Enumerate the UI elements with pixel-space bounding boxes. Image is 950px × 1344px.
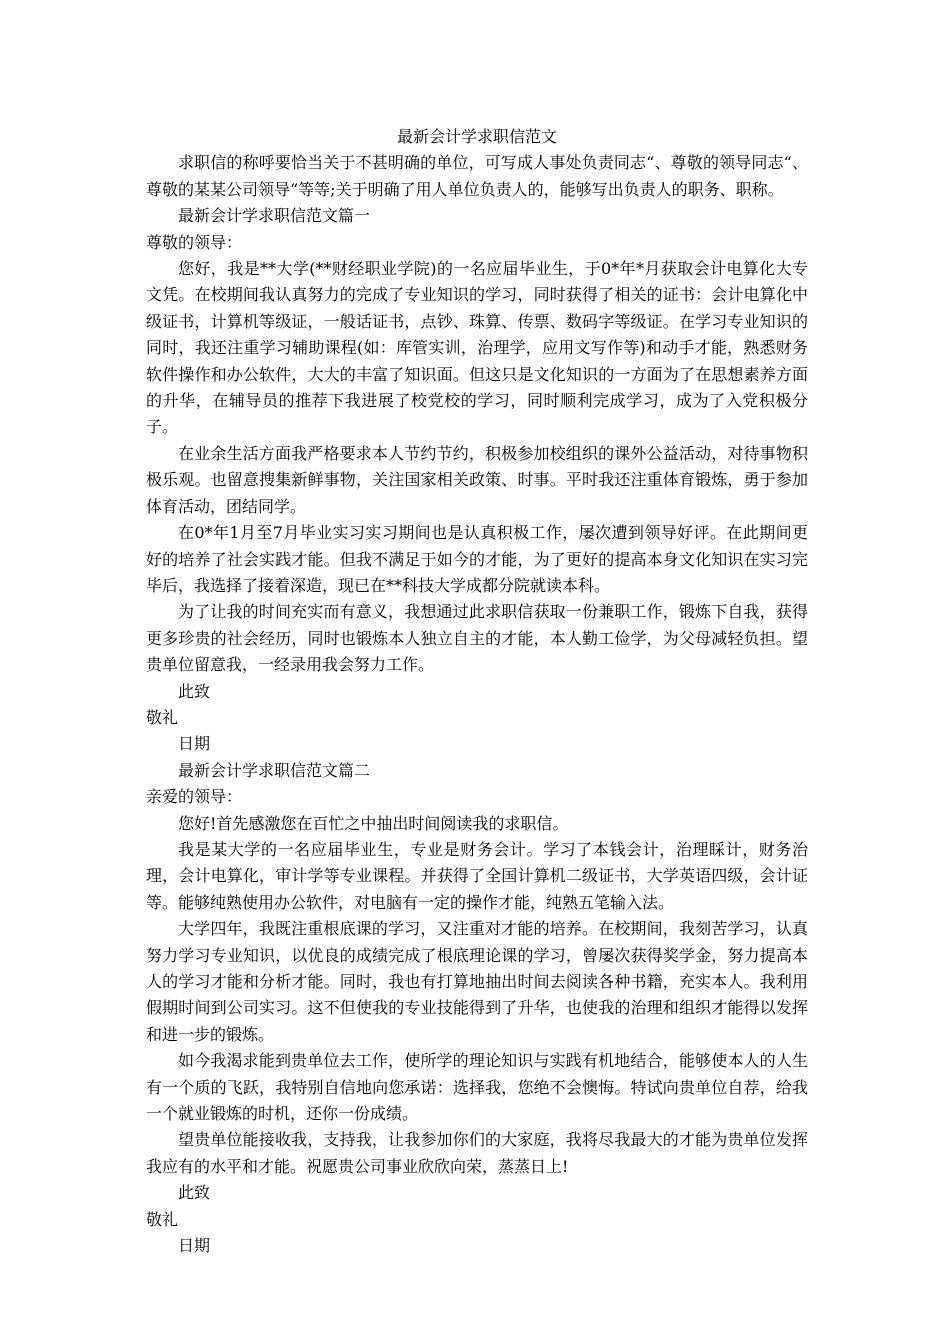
- letter1-paragraph: 您好，我是**大学(**财经职业学院)的一名应届毕业生，于0*年*月获取会计电算化大专文凭。在校期间我认真努力的完成了专业知识的学习，同时获得了相关的证书：会计电算化中级证书，计算机等级证，一般话证书，点钞、珠算、传票、数码字等级证。在学习专业知识的同时，我还注重学习辅助课程(如：库管实训，治理学，应用文写作等)和动手才能，熟悉财务软件操作和办公软件，大大的丰富了知识面。但这只是文化知识的一方面为了在思想素养方面的升华，在辅导员的推荐下我进展了校党校的学习，同时顺利完成学习，成为了入党积极分子。: [146, 259, 808, 437]
- letter2-date: 日期: [178, 1236, 211, 1256]
- letter1-date: 日期: [178, 734, 211, 754]
- letter1-closing-cizhi: 此致: [178, 681, 211, 701]
- letter2-paragraph: 我是某大学的一名应届毕业生，专业是财务会计。学习了本钱会计，治理睬计，财务治理，会计电算化，审计学等专业课程。并获得了全国计算机二级证书，大学英语四级，会计证等。能够纯熟使用办公软件，对电脑有一定的操作才能，纯熟五笔输入法。: [146, 839, 808, 912]
- letter2-heading: 最新会计学求职信范文篇二: [178, 760, 371, 780]
- document-title: 最新会计学求职信范文: [396, 127, 557, 146]
- letter2-paragraph: 您好!首先感激您在百忙之中抽出时间阅读我的求职信。: [178, 813, 569, 833]
- letter2-closing-jingli: 敬礼: [146, 1209, 179, 1229]
- letter2-paragraph: 大学四年，我既注重根底课的学习，又注重对才能的培养。在校期间，我刻苦学习，认真努力学习专业知识，以优良的成绩完成了根底理论课的学习，曾屡次获得奖学金，努力提高本人的学习才能和分析才能。同时，我也有打算地抽出时间去阅读各种书籍，充实本人。我利用假期时间到公司实习。这不但使我的专业技能得到了升华，也使我的治理和组织才能得以发挥和进一步的锻炼。: [146, 919, 808, 1044]
- letter2-closing-cizhi: 此致: [178, 1183, 211, 1203]
- intro-paragraph: 求职信的称呼要恰当关于不甚明确的单位，可写成人事处负责同志“、尊敬的领导同志“、尊敬的某某公司领导“等等;关于明确了用人单位负责人的，能够写出负责人的职务、职称。: [146, 153, 808, 199]
- letter1-closing-jingli: 敬礼: [146, 707, 179, 727]
- letter2-paragraph: 如今我渴求能到贵单位去工作，使所学的理论知识与实践有机地结合，能够使本人的人生有一个质的飞跃，我特别自信地向您承诺：选择我，您绝不会懊悔。特试向贵单位自荐，给我一个就业锻炼的时机，还你一份成绩。: [146, 1051, 808, 1124]
- letter1-paragraph: 在0*年1月至7月毕业实习实习期间也是认真积极工作，屡次遭到领导好评。在此期间更好的培养了社会实践才能。但我不满足于如今的才能，为了更好的提高本身文化知识在实习完毕后，我选择了接着深造，现已在**科技大学成都分院就读本科。: [146, 523, 808, 595]
- letter1-heading: 最新会计学求职信范文篇一: [178, 206, 371, 226]
- letter1-paragraph: 为了让我的时间充实而有意义，我想通过此求职信获取一份兼职工作，锻炼下自我，获得更多珍贵的社会经历，同时也锻炼本人独立自主的才能，本人勤工俭学，为父母减轻负担。望贵单位留意我，一经录用我会努力工作。: [146, 602, 808, 675]
- letter1-paragraph: 在业余生活方面我严格要求本人节约节约，积极参加校组织的课外公益活动，对待事物积极乐观。也留意搜集新鲜事物，关注国家相关政策、时事。平时我还注重体育锻炼，勇于参加体育活动，团结同学。: [146, 443, 808, 516]
- letter1-salutation: 尊敬的领导：: [146, 232, 243, 252]
- letter2-paragraph: 望贵单位能接收我，支持我，让我参加你们的大家庭，我将尽我最大的才能为贵单位发挥我应有的水平和才能。祝愿贵公司事业欣欣向荣，蒸蒸日上!: [146, 1130, 808, 1176]
- document-page: [146, 124, 808, 1259]
- letter2-salutation: 亲爱的领导：: [146, 787, 243, 807]
